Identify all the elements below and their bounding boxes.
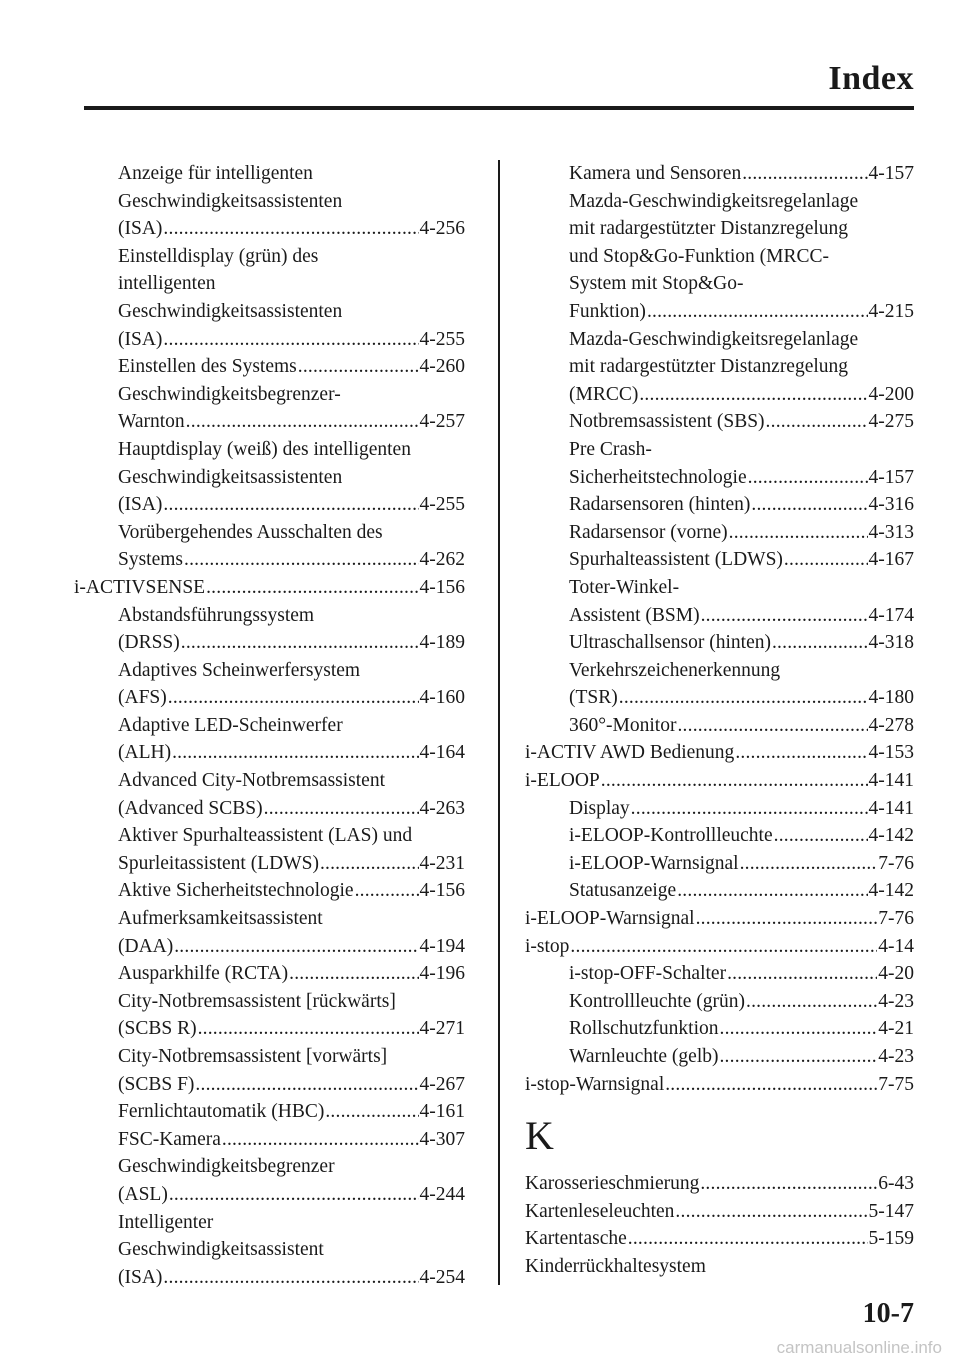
dot-leader — [628, 1225, 868, 1253]
dot-leader — [198, 1015, 419, 1043]
index-entry — [74, 1153, 465, 1181]
index-entry — [525, 464, 914, 492]
index-entry — [74, 1015, 465, 1043]
index-entry — [74, 326, 465, 354]
entry-page-ref: 4-157 — [868, 466, 914, 488]
entry-text: Kartenleseleuchten — [525, 1200, 675, 1222]
entry-page-ref: 4-160 — [419, 687, 465, 709]
entry-text: i-ACTIV AWD Bedienung — [525, 742, 735, 764]
dot-leader — [748, 464, 868, 492]
dot-leader — [665, 1071, 877, 1099]
index-entry — [525, 822, 914, 850]
dot-leader — [740, 850, 878, 878]
entry-text: Ausparkhilfe (RCTA) — [118, 963, 289, 985]
entry-page-ref: 4-142 — [868, 825, 914, 847]
watermark: carmanualsonline.info — [776, 1338, 942, 1357]
entry-page-ref: 4-21 — [878, 1018, 914, 1040]
entry-text: (ISA) — [118, 1266, 163, 1288]
entry-page-ref: 4-200 — [868, 383, 914, 405]
dot-leader — [647, 298, 868, 326]
entry-text: intelligenten — [118, 273, 216, 295]
entry-text: mit radargestützter Distanzregelung — [569, 356, 849, 378]
index-entry — [525, 188, 914, 216]
entry-text: Kinderrückhaltesystem — [525, 1255, 706, 1277]
dot-leader — [677, 877, 867, 905]
entry-page-ref: 5-159 — [868, 1228, 914, 1250]
dot-leader — [631, 795, 868, 823]
index-entry — [525, 850, 914, 878]
entry-text: Radarsensoren (hinten) — [569, 494, 751, 516]
entry-text: Adaptives Scheinwerfersystem — [118, 659, 361, 681]
entry-text: Assistent (BSM) — [569, 604, 700, 626]
entry-text: Spurleitassistent (LDWS) — [118, 852, 319, 874]
entry-text: Statusanzeige — [569, 880, 677, 902]
index-entry — [74, 1209, 465, 1237]
entry-text: Adaptive LED-Scheinwerfer — [118, 714, 343, 736]
entry-text: i-ACTIVSENSE — [74, 576, 206, 598]
entry-page-ref: 4-316 — [868, 494, 914, 516]
dot-leader — [766, 408, 868, 436]
index-entry — [74, 657, 465, 685]
index-entry — [525, 160, 914, 188]
entry-text: Advanced City-Notbremsassistent — [118, 770, 385, 792]
entry-text: Kontrollleuchte (grün) — [569, 990, 745, 1012]
entry-text: Intelligenter — [118, 1211, 214, 1233]
index-entry — [74, 215, 465, 243]
index-entry — [74, 877, 465, 905]
index-entry — [525, 353, 914, 381]
dot-leader — [163, 215, 418, 243]
entry-text: Kartentasche — [525, 1228, 627, 1250]
entry-text: Geschwindigkeitsbegrenzer- — [118, 383, 341, 405]
entry-text: i-stop-Warnsignal — [525, 1073, 665, 1095]
index-entry — [74, 767, 465, 795]
entry-text: Toter-Winkel- — [569, 576, 680, 598]
header-rule — [84, 106, 914, 110]
entry-text: Pre Crash- — [569, 438, 652, 460]
index-entry — [525, 684, 914, 712]
index-entry — [74, 546, 465, 574]
index-entry — [74, 574, 465, 602]
dot-leader — [163, 1264, 418, 1292]
index-entry — [525, 712, 914, 740]
entry-text: FSC-Kamera — [118, 1128, 221, 1150]
entry-page-ref: 4-255 — [419, 328, 465, 350]
index-entry — [74, 988, 465, 1016]
entry-page-ref: 4-278 — [868, 714, 914, 736]
entry-text: Hauptdisplay (weiß) des intelligenten — [118, 438, 411, 460]
dot-leader — [264, 795, 419, 823]
dot-leader — [172, 739, 418, 767]
entry-page-ref: 4-313 — [868, 521, 914, 543]
entry-text: Ultraschallsensor (hinten) — [569, 632, 771, 654]
index-entry — [74, 464, 465, 492]
index-entry — [74, 1126, 465, 1154]
entry-page-ref: 4-267 — [419, 1073, 465, 1095]
entry-text: und Stop&Go-Funktion (MRCC- — [569, 245, 830, 267]
index-entry — [74, 160, 465, 188]
index-entry — [74, 436, 465, 464]
entry-text: Geschwindigkeitsassistenten — [118, 300, 343, 322]
entry-text: i-stop-OFF-Schalter — [569, 963, 727, 985]
dot-leader — [696, 905, 878, 933]
entry-page-ref: 4-271 — [419, 1018, 465, 1040]
entry-text: 360°-Monitor — [569, 714, 677, 736]
entry-page-ref: 7-76 — [878, 852, 914, 874]
entry-text: System mit Stop&Go- — [569, 273, 744, 295]
entry-page-ref: 4-254 — [419, 1266, 465, 1288]
entry-text: Geschwindigkeitsassistent — [118, 1239, 324, 1261]
dot-leader — [729, 519, 868, 547]
entry-text: Karosserieschmierung — [525, 1173, 700, 1195]
entry-text: (ISA) — [118, 328, 163, 350]
dot-leader — [677, 712, 867, 740]
index-entry — [525, 1015, 914, 1043]
index-entry — [525, 215, 914, 243]
index-entry — [525, 491, 914, 519]
index-entry — [74, 1043, 465, 1071]
entry-page-ref: 4-275 — [868, 411, 914, 433]
page-number: 10-7 — [862, 1298, 914, 1329]
dot-leader — [601, 767, 868, 795]
entry-page-ref: 4-196 — [419, 963, 465, 985]
dot-leader — [746, 988, 877, 1016]
dot-leader — [186, 408, 419, 436]
entry-text: Mazda-Geschwindigkeitsregelanlage — [569, 190, 859, 212]
index-entry — [74, 905, 465, 933]
index-entry — [74, 795, 465, 823]
entry-page-ref: 4-157 — [868, 163, 914, 184]
entry-text: Aktive Sicherheitstechnologie — [118, 880, 354, 902]
index-entry — [525, 270, 914, 298]
entry-text: (ISA) — [118, 494, 163, 516]
index-entry — [525, 546, 914, 574]
dot-leader — [181, 629, 419, 657]
entry-page-ref: 4-156 — [419, 576, 465, 598]
entry-page-ref: 4-20 — [878, 963, 914, 985]
dot-leader — [675, 1198, 867, 1226]
entry-text: (SCBS R) — [118, 1018, 197, 1040]
entry-text: Mazda-Geschwindigkeitsregelanlage — [569, 328, 859, 350]
dot-leader — [639, 381, 867, 409]
entry-text: i-ELOOP-Warnsignal — [525, 908, 695, 930]
index-entry — [74, 960, 465, 988]
entry-page-ref: 4-256 — [419, 218, 465, 240]
entry-page-ref: 4-142 — [868, 880, 914, 902]
entry-text: Sicherheitstechnologie — [569, 466, 747, 488]
entry-text: Rollschutzfunktion — [569, 1018, 719, 1040]
index-entry — [525, 1043, 914, 1071]
index-entry — [74, 629, 465, 657]
entry-text: Spurhalteassistent (LDWS) — [569, 549, 783, 571]
entry-text: Verkehrszeichenerkennung — [569, 659, 781, 681]
entry-page-ref: 5-147 — [868, 1200, 914, 1222]
entry-page-ref: 4-153 — [868, 742, 914, 764]
index-entry — [525, 326, 914, 354]
entry-text: Warnleuchte (gelb) — [569, 1046, 719, 1067]
index-entry — [525, 436, 914, 464]
entry-text: mit radargestützter Distanzregelung — [569, 218, 849, 240]
entry-page-ref: 4-164 — [419, 742, 465, 764]
dot-leader — [163, 491, 418, 519]
dot-leader — [774, 822, 868, 850]
entry-page-ref: 4-255 — [419, 494, 465, 516]
entry-text: Notbremsassistent (SBS) — [569, 411, 765, 433]
index-entry — [74, 1098, 465, 1126]
index-entry — [525, 739, 914, 767]
entry-text: (DRSS) — [118, 632, 180, 654]
entry-page-ref: 4-161 — [419, 1101, 465, 1123]
index-entry — [74, 822, 465, 850]
entry-text: Einstelldisplay (grün) des — [118, 245, 319, 267]
entry-text: (AFS) — [118, 687, 167, 709]
entry-text: Systems — [118, 549, 184, 571]
entry-page-ref: 4-14 — [878, 935, 914, 957]
entry-text: i-ELOOP-Warnsignal — [569, 852, 739, 874]
entry-page-ref: 4-167 — [868, 549, 914, 571]
index-entry — [525, 767, 914, 795]
entry-text: (ASL) — [118, 1183, 168, 1205]
index-entry — [525, 243, 914, 271]
entry-page-ref: 4-141 — [868, 770, 914, 792]
entry-text: Warnton — [118, 411, 185, 433]
entry-text: (DAA) — [118, 935, 174, 957]
entry-page-ref: 4-260 — [419, 356, 465, 378]
index-entry — [74, 381, 465, 409]
dot-leader — [570, 933, 877, 961]
entry-text: City-Notbremsassistent [vorwärts] — [118, 1046, 388, 1067]
entry-text: i-stop — [525, 935, 570, 957]
entry-text: Einstellen des Systems — [118, 356, 297, 378]
dot-leader — [298, 353, 419, 381]
entry-page-ref: 4-215 — [868, 300, 914, 322]
dot-leader — [720, 1015, 878, 1043]
index-entry — [74, 602, 465, 630]
index-entry — [525, 381, 914, 409]
entry-text: City-Notbremsassistent [rückwärts] — [118, 990, 396, 1012]
index-entry — [525, 408, 914, 436]
index-column-right — [525, 160, 914, 1281]
index-entry — [74, 850, 465, 878]
entry-text: Aufmerksamkeitsassistent — [118, 908, 323, 930]
section-letter-k: K — [525, 1113, 554, 1159]
dot-leader — [742, 160, 867, 188]
entry-text: Radarsensor (vorne) — [569, 521, 728, 543]
dot-leader — [325, 1098, 418, 1126]
entry-text: (ALH) — [118, 742, 172, 764]
dot-leader — [174, 933, 418, 961]
entry-page-ref: 4-156 — [419, 880, 465, 902]
index-entry — [525, 877, 914, 905]
entry-page-ref: 4-194 — [419, 935, 465, 957]
entry-page-ref: 4-257 — [419, 411, 465, 433]
index-entry — [525, 1198, 914, 1226]
index-entry — [74, 298, 465, 326]
entry-page-ref: 4-318 — [868, 632, 914, 654]
entry-page-ref: 4-141 — [868, 797, 914, 819]
index-entry — [525, 933, 914, 961]
index-entry — [525, 1170, 914, 1198]
entry-page-ref: 4-174 — [868, 604, 914, 626]
entry-page-ref: 4-262 — [419, 549, 465, 571]
index-entry — [74, 1071, 465, 1099]
entry-text: (Advanced SCBS) — [118, 797, 263, 819]
index-entry — [525, 602, 914, 630]
entry-text: Aktiver Spurhalteassistent (LAS) und — [118, 825, 413, 847]
index-column-left — [74, 160, 465, 1291]
dot-leader — [320, 850, 419, 878]
index-entry — [74, 1181, 465, 1209]
dot-leader — [735, 739, 867, 767]
entry-text: i-ELOOP-Kontrollleuchte — [569, 825, 773, 847]
index-entry — [74, 353, 465, 381]
page-title: Index — [828, 60, 914, 97]
index-entry — [74, 739, 465, 767]
dot-leader — [619, 684, 868, 712]
index-entry — [525, 298, 914, 326]
entry-text: Anzeige für intelligenten — [118, 163, 313, 184]
entry-page-ref: 4-244 — [419, 1183, 465, 1205]
index-entry — [74, 1236, 465, 1264]
dot-leader — [289, 960, 418, 988]
entry-text: Funktion) — [569, 300, 646, 322]
entry-page-ref: 4-23 — [878, 990, 914, 1012]
entry-page-ref: 4-263 — [419, 797, 465, 819]
entry-text: (TSR) — [569, 687, 618, 709]
dot-leader — [206, 574, 418, 602]
index-entry — [74, 408, 465, 436]
index-entry — [525, 960, 914, 988]
index-entry — [74, 684, 465, 712]
entry-text: Fernlichtautomatik (HBC) — [118, 1101, 325, 1123]
entry-page-ref: 4-231 — [419, 852, 465, 874]
entry-text: (SCBS F) — [118, 1073, 195, 1095]
dot-leader — [355, 877, 419, 905]
entry-text: Display — [569, 797, 630, 819]
dot-leader — [784, 546, 868, 574]
index-entry — [525, 1253, 914, 1281]
dot-leader — [751, 491, 867, 519]
entry-page-ref: 6-43 — [878, 1173, 914, 1195]
dot-leader — [195, 1071, 418, 1099]
entry-text: (MRCC) — [569, 383, 639, 405]
index-entry — [74, 491, 465, 519]
dot-leader — [727, 960, 877, 988]
index-entry — [525, 657, 914, 685]
entry-page-ref: 4-23 — [878, 1046, 914, 1067]
index-entry — [525, 574, 914, 602]
index-entry — [525, 988, 914, 1016]
entry-text: Geschwindigkeitsassistenten — [118, 190, 343, 212]
entry-page-ref: 4-189 — [419, 632, 465, 654]
entry-text: Kamera und Sensoren — [569, 163, 742, 184]
entry-text: Geschwindigkeitsbegrenzer — [118, 1156, 335, 1178]
index-entry — [74, 933, 465, 961]
index-entry — [525, 629, 914, 657]
index-entry — [74, 270, 465, 298]
entry-page-ref: 4-180 — [868, 687, 914, 709]
index-entry — [74, 519, 465, 547]
index-entry — [525, 1225, 914, 1253]
entry-page-ref: 4-307 — [419, 1128, 465, 1150]
entry-page-ref: 7-75 — [878, 1073, 914, 1095]
dot-leader — [222, 1126, 419, 1154]
index-entry — [525, 1071, 914, 1099]
entry-text: (ISA) — [118, 218, 163, 240]
index-entry — [74, 243, 465, 271]
dot-leader — [163, 326, 418, 354]
dot-leader — [700, 1170, 877, 1198]
index-entry — [525, 795, 914, 823]
index-entry — [525, 905, 914, 933]
entry-text: Geschwindigkeitsassistenten — [118, 466, 343, 488]
dot-leader — [701, 602, 868, 630]
dot-leader — [168, 684, 419, 712]
entry-text: i-ELOOP — [525, 770, 600, 792]
dot-leader — [169, 1181, 419, 1209]
column-divider — [498, 160, 500, 1285]
index-entry — [74, 712, 465, 740]
dot-leader — [772, 629, 868, 657]
index-entry — [74, 1264, 465, 1292]
dot-leader — [184, 546, 418, 574]
entry-page-ref: 7-76 — [878, 908, 914, 930]
entry-text: Vorübergehendes Ausschalten des — [118, 521, 383, 543]
dot-leader — [719, 1043, 877, 1071]
index-entry — [74, 188, 465, 216]
entry-text: Abstandsführungssystem — [118, 604, 315, 626]
index-entry — [525, 519, 914, 547]
